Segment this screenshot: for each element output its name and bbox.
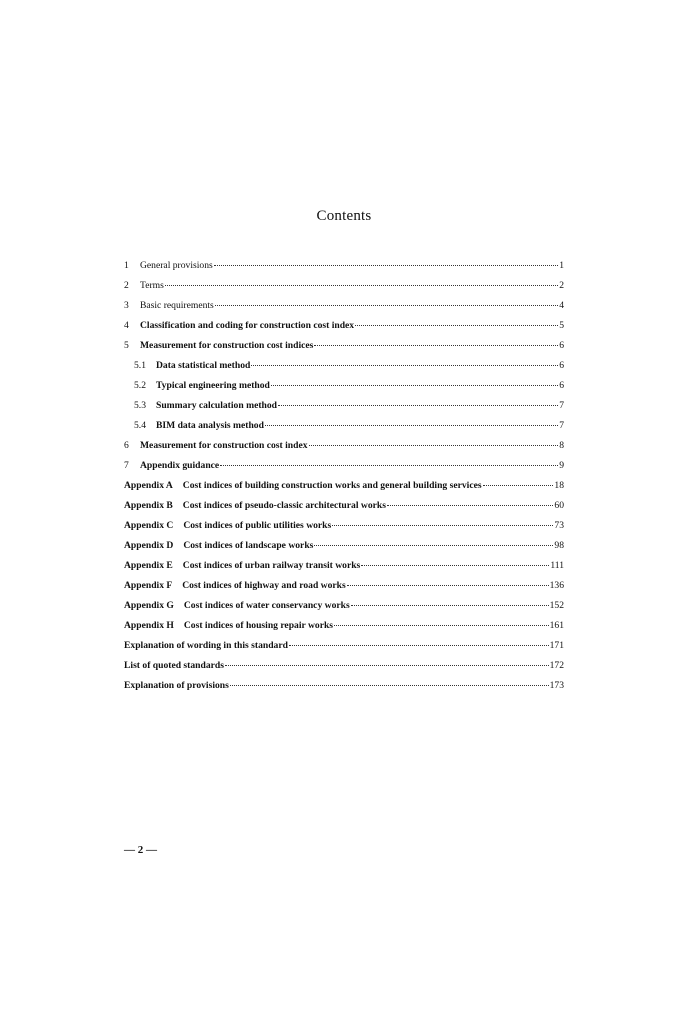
toc-entry-number: 5.4 (134, 420, 146, 431)
toc-entry[interactable] (124, 396, 564, 416)
toc-entry-page: 7 (559, 400, 564, 411)
toc-dot-leader (332, 525, 553, 526)
toc-entry[interactable] (124, 536, 564, 556)
toc-entry[interactable] (124, 476, 564, 496)
toc-dot-leader (265, 425, 558, 426)
toc-entry-label: Measurement for construction cost indices (140, 340, 314, 351)
toc-entry-number: Appendix D (124, 540, 174, 551)
toc-entry[interactable] (124, 516, 564, 536)
toc-entry-page: 9 (559, 460, 564, 471)
toc-entry-label: BIM data analysis method (156, 420, 264, 431)
toc-entry-label: Cost indices of landscape works (183, 540, 314, 551)
toc-entry-label: Explanation of wording in this standard (124, 640, 288, 651)
toc-entry-page: 6 (559, 340, 564, 351)
toc-dot-leader (278, 405, 558, 406)
toc-entry-label: Terms (140, 280, 164, 291)
toc-dot-leader (387, 505, 553, 506)
toc-entry[interactable] (124, 416, 564, 436)
toc-entry-number: 2 (124, 280, 129, 291)
toc-entry-number: Appendix G (124, 600, 174, 611)
toc-entry-page: 98 (554, 540, 564, 551)
toc-entry-label: Cost indices of water conservancy works (183, 600, 350, 611)
toc-entry-page: 152 (549, 600, 564, 611)
toc-entry[interactable] (124, 496, 564, 516)
toc-entry-page: 73 (554, 520, 564, 531)
page-title: Contents (316, 208, 372, 224)
toc-dot-leader (220, 465, 558, 466)
toc-entry-page: 161 (549, 620, 564, 631)
toc-entry-label: List of quoted standards (124, 660, 224, 671)
toc-entry-number: 3 (124, 300, 129, 311)
toc-entry[interactable] (124, 436, 564, 456)
toc-entry[interactable] (124, 296, 564, 316)
toc-entry-number: Appendix F (124, 580, 173, 591)
toc-dot-leader (309, 445, 559, 446)
toc-entry[interactable] (124, 336, 564, 356)
toc-dot-leader (289, 645, 549, 646)
toc-entry-page: 172 (549, 660, 564, 671)
toc-entry[interactable] (124, 456, 564, 476)
toc-dot-leader (355, 325, 558, 326)
toc-dot-leader (361, 565, 549, 566)
toc-entry-number: 7 (124, 460, 129, 471)
toc-entry-label: Cost indices of highway and road works (182, 580, 346, 591)
toc-entry-label: Typical engineering method (156, 380, 270, 391)
toc-dot-leader (347, 585, 549, 586)
toc-entry-page: 2 (559, 280, 564, 291)
toc-entry-label: Summary calculation method (156, 400, 277, 411)
toc-dot-leader (165, 285, 558, 286)
toc-entry[interactable] (124, 636, 564, 656)
toc-entry[interactable] (124, 616, 564, 636)
page-number: — 2 — (124, 844, 157, 856)
toc-dot-leader (251, 365, 558, 366)
toc-entry-label: Cost indices of public utilities works (183, 520, 332, 531)
toc-entry-page: 173 (549, 680, 564, 691)
toc-entry-number: Appendix C (124, 520, 174, 531)
toc-entry-number: 5.1 (134, 360, 146, 371)
toc-entry-number: Appendix A (124, 480, 173, 491)
toc-entry-page: 136 (549, 580, 564, 591)
toc-entry-page: 5 (559, 320, 564, 331)
toc-dot-leader (351, 605, 549, 606)
toc-entry-page: 6 (559, 380, 564, 391)
toc-entry-label: Cost indices of pseudo-classic architectural works (182, 500, 386, 511)
toc-dot-leader (314, 345, 558, 346)
toc-entry-label: Explanation of provisions (124, 680, 229, 691)
toc-entry-number: 5.2 (134, 380, 146, 391)
toc-entry-number: 1 (124, 260, 129, 271)
toc-entry-page: 4 (559, 300, 564, 311)
toc-dot-leader (314, 545, 553, 546)
toc-dot-leader (334, 625, 549, 626)
toc-entry[interactable] (124, 276, 564, 296)
toc-entry-label: Cost indices of urban railway transit works (182, 560, 361, 571)
toc-entry[interactable] (124, 676, 564, 696)
toc-dot-leader (230, 685, 549, 686)
toc-entry-label: Measurement for construction cost index (140, 440, 308, 451)
table-of-contents (124, 256, 564, 696)
toc-entry-page: 60 (554, 500, 564, 511)
toc-dot-leader (214, 265, 558, 266)
toc-entry-label: Basic requirements (140, 300, 214, 311)
toc-entry-page: 1 (559, 260, 564, 271)
toc-entry-number: 4 (124, 320, 129, 331)
toc-entry-label: Cost indices of building construction works and general building services (182, 480, 482, 491)
toc-entry-number: 5.3 (134, 400, 146, 411)
toc-entry-number: Appendix H (124, 620, 174, 631)
toc-entry-number: Appendix B (124, 500, 173, 511)
toc-dot-leader (271, 385, 558, 386)
toc-entry[interactable] (124, 256, 564, 276)
toc-entry[interactable] (124, 376, 564, 396)
toc-dot-leader (215, 305, 558, 306)
toc-entry-number: 6 (124, 440, 129, 451)
toc-dot-leader (483, 485, 554, 486)
toc-entry[interactable] (124, 316, 564, 336)
toc-entry-label: Classification and coding for construction cost index (140, 320, 355, 331)
toc-entry-label: Cost indices of housing repair works (183, 620, 334, 631)
toc-entry-label: Data statistical method (156, 360, 251, 371)
toc-entry[interactable] (124, 656, 564, 676)
toc-entry[interactable] (124, 556, 564, 576)
toc-entry-page: 18 (554, 480, 564, 491)
toc-entry[interactable] (124, 576, 564, 596)
toc-entry-page: 7 (559, 420, 564, 431)
toc-entry-number: Appendix E (124, 560, 173, 571)
toc-entry-label: Appendix guidance (140, 460, 220, 471)
toc-entry-label: General provisions (140, 260, 213, 271)
toc-dot-leader (225, 665, 549, 666)
toc-entry[interactable] (124, 356, 564, 376)
toc-entry-page: 171 (549, 640, 564, 651)
toc-entry-page: 111 (550, 560, 564, 571)
toc-entry[interactable] (124, 596, 564, 616)
toc-entry-page: 8 (559, 440, 564, 451)
toc-entry-number: 5 (124, 340, 129, 351)
toc-entry-page: 6 (559, 360, 564, 371)
